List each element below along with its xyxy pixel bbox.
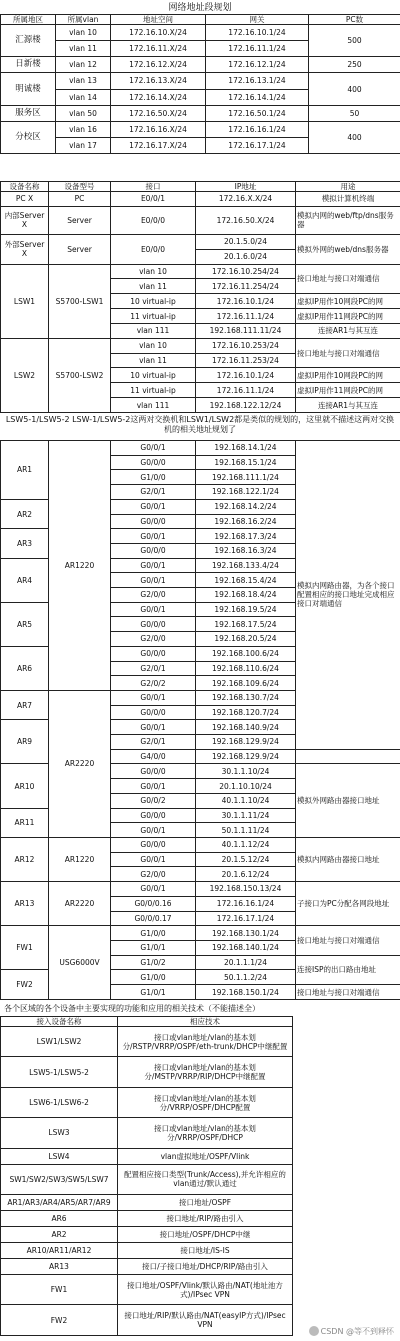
interface-cell: G2/0/0 — [111, 588, 196, 603]
table-cell: 虚拟IP用作11网段PC的网 — [296, 309, 400, 324]
table-cell: E0/0/0 — [111, 235, 196, 265]
vlan-cell: vlan 13 — [56, 73, 111, 89]
table-row — [1, 1259, 293, 1275]
interface-cell: G0/0/1 — [111, 779, 196, 794]
table-row — [1, 1227, 293, 1243]
ip-cell: 172.16.16.1/24 — [196, 896, 296, 911]
table-cell: Server — [49, 235, 111, 265]
table-cell: 虚拟IP用作10网段PC的网 — [296, 368, 400, 383]
ip-cell: 192.168.100.6/24 — [196, 646, 296, 661]
table-row — [1, 882, 400, 897]
device-cell: FW2 — [1, 1305, 118, 1336]
tech-cell: 接口或vlan地址/vlan的基本划分/RSTP/VRRP/OSPF/eth-trunk/DHCP中继配置 — [118, 1027, 293, 1057]
device-cell: AR13 — [1, 1259, 118, 1275]
table-row — [1, 1118, 293, 1148]
table-row — [1, 837, 400, 852]
table-row — [1, 206, 400, 234]
ip-cell: 192.168.20.5/24 — [196, 632, 296, 647]
interface-cell: G0/0/0 — [111, 764, 196, 779]
note-tech: 各个区域的各个设备中主要实现的功能和应用的相关技术（不能描述全） — [4, 1004, 260, 1013]
table-cell: 172.16.50.X/24 — [196, 206, 296, 234]
column-header: PC数 — [309, 15, 400, 25]
table-cell: Server — [49, 206, 111, 234]
table-cell: vlan 11 — [111, 353, 196, 368]
ip-cell: 192.168.120.7/24 — [196, 705, 296, 720]
table-cell: 10 virtual-ip — [111, 368, 196, 383]
area-cell: 明诚楼 — [1, 73, 56, 105]
ip-cell: 50.1.1.2/24 — [196, 970, 296, 985]
table-row — [1, 1164, 293, 1194]
network-address-plan — [0, 2, 400, 154]
table-cell: 172.16.11.253/24 — [196, 353, 296, 368]
ip-cell: 192.168.129.9/24 — [196, 735, 296, 750]
model-cell: USG6000V — [49, 926, 111, 1000]
device-name-cell: FW2 — [1, 970, 49, 1000]
model-cell: AR2220 — [49, 882, 111, 926]
table-row — [1, 338, 400, 353]
vlan-cell: vlan 14 — [56, 89, 111, 105]
interface-cell: G1/0/2 — [111, 955, 196, 970]
device-cell: AR2 — [1, 1227, 118, 1243]
device-cell: AR10/AR11/AR12 — [1, 1243, 118, 1259]
table-cell: vlan 111 — [111, 323, 196, 338]
table-row — [1, 264, 400, 279]
interface-cell: G2/0/1 — [111, 735, 196, 750]
ip-cell: 30.1.1.10/24 — [196, 764, 296, 779]
tech-cell: 接口或vlan地址/vlan的基本划分/VRRP/OSPF/DHCP — [118, 1118, 293, 1148]
table-row — [1, 1195, 293, 1211]
table-row — [1, 926, 400, 941]
table4 — [0, 1016, 293, 1336]
pc-count-cell: 500 — [309, 25, 400, 57]
table-row — [1, 1017, 293, 1027]
device-cell: AR6 — [1, 1211, 118, 1227]
interface-cell: G2/0/1 — [111, 661, 196, 676]
table-cell: PC X — [1, 192, 49, 207]
table-cell: 20.1.6.0/24 — [196, 249, 296, 264]
table-row — [1, 1087, 293, 1117]
vlan-cell: vlan 12 — [56, 57, 111, 73]
table-cell: PC — [49, 192, 111, 207]
ip-cell: 20.1.5.12/24 — [196, 852, 296, 867]
table-cell: S5700-LSW1 — [49, 264, 111, 338]
tech-cell: 接口地址/RIP/路由引入 — [118, 1211, 293, 1227]
device-name-cell: AR6 — [1, 646, 49, 690]
column-header: 所属地区 — [1, 15, 56, 25]
column-header: 接口 — [111, 182, 196, 192]
interface-cell: G0/0/0 — [111, 705, 196, 720]
address-cell: 172.16.11.X/24 — [111, 41, 206, 57]
table-cell: 172.16.10.253/24 — [196, 338, 296, 353]
ip-cell: 20.1.6.12/24 — [196, 867, 296, 882]
device-cell: FW1 — [1, 1275, 118, 1305]
ip-cell: 192.168.150.1/24 — [196, 985, 296, 1000]
device-name-cell: AR7 — [1, 690, 49, 719]
device-name-cell: AR1 — [1, 441, 49, 500]
interface-cell: G1/0/0 — [111, 970, 196, 985]
column-header: 接入设备名称 — [1, 1017, 118, 1027]
column-header: 相应技术 — [118, 1017, 293, 1027]
ip-cell: 192.168.140.9/24 — [196, 720, 296, 735]
table-row — [1, 1305, 293, 1336]
interface-cell: G0/0/0 — [111, 455, 196, 470]
ip-cell: 192.168.109.6/24 — [196, 676, 296, 691]
tech-cell: 接口地址/IS-IS — [118, 1243, 293, 1259]
pc-count-cell: 400 — [309, 73, 400, 105]
device-name-cell: LSW2 — [1, 338, 49, 412]
interface-cell: G0/0/0 — [111, 646, 196, 661]
ip-cell: 192.168.14.2/24 — [196, 499, 296, 514]
purpose-cell: 子接口为PC分配各网段地址 — [296, 882, 400, 926]
pc-count-cell: 50 — [309, 105, 400, 121]
interface-cell: G0/0/1 — [111, 573, 196, 588]
tech-cell: 配置相应接口类型(Trunk/Access),并允许相应的vlan通过/默认通过 — [118, 1164, 293, 1194]
purpose-cell: 接口地址与接口对端通信 — [296, 985, 400, 1000]
ip-cell: 192.168.133.4/24 — [196, 558, 296, 573]
table-cell: vlan 10 — [111, 264, 196, 279]
table-row — [1, 105, 400, 121]
ip-cell: 20.1.10.10/24 — [196, 779, 296, 794]
ip-cell: 40.1.1.10/24 — [196, 793, 296, 808]
table-cell: 接口地址与接口对端通信 — [296, 264, 400, 294]
ip-cell: 192.168.130.1/24 — [196, 926, 296, 941]
ip-cell: 192.168.17.5/24 — [196, 617, 296, 632]
table-row — [1, 15, 400, 25]
table-cell: vlan 11 — [111, 279, 196, 294]
interface-cell: G0/0/1 — [111, 882, 196, 897]
interface-cell: G2/0/1 — [111, 485, 196, 500]
interface-cell: G0/0/1 — [111, 441, 196, 456]
ip-cell: 192.168.16.3/24 — [196, 543, 296, 558]
purpose-cell: 模拟内网路由器接口地址 — [296, 837, 400, 881]
device-name-cell: AR5 — [1, 602, 49, 646]
column-header: 所属vlan — [56, 15, 111, 25]
tech-cell: 接口/子接口地址/DHCP/RIP/路由引入 — [118, 1259, 293, 1275]
table-row — [1, 73, 400, 89]
interface-cell: G1/0/1 — [111, 985, 196, 1000]
ip-cell: 192.168.110.6/24 — [196, 661, 296, 676]
interface-cell: G4/0/0 — [111, 749, 196, 764]
watermark-text: CSDN @等不到释怀 — [320, 1327, 394, 1336]
ip-cell: 192.168.150.13/24 — [196, 882, 296, 897]
area-cell: 汇源楼 — [1, 25, 56, 57]
gateway-cell: 172.16.12.1/24 — [206, 57, 309, 73]
ip-cell: 192.168.19.5/24 — [196, 602, 296, 617]
interface-cell: G0/0/0 — [111, 514, 196, 529]
table-cell: 虚拟IP用作11网段PC的网 — [296, 383, 400, 398]
ip-cell: 40.1.1.12/24 — [196, 837, 296, 852]
address-cell: 172.16.50.X/24 — [111, 105, 206, 121]
interface-cell: G0/0/1 — [111, 823, 196, 838]
ip-cell: 192.168.16.2/24 — [196, 514, 296, 529]
table-cell: 172.16.11.1/24 — [196, 309, 296, 324]
table-cell: 172.16.11.1/24 — [196, 383, 296, 398]
gateway-cell: 172.16.17.1/24 — [206, 137, 309, 153]
table-cell: 11 virtual-ip — [111, 383, 196, 398]
table-row — [1, 182, 400, 192]
gateway-cell: 172.16.50.1/24 — [206, 105, 309, 121]
table-cell: 172.16.11.254/24 — [196, 279, 296, 294]
device-name-cell: AR12 — [1, 837, 49, 881]
device-name-cell: LSW1 — [1, 264, 49, 338]
column-header: IP地址 — [196, 182, 296, 192]
table-cell: E0/0/1 — [111, 192, 196, 207]
table-cell: 模拟外网的web/dns服务器 — [296, 235, 400, 265]
table-row — [1, 192, 400, 207]
ip-cell: 192.168.130.7/24 — [196, 690, 296, 705]
ip-cell: 20.1.1.1/24 — [196, 955, 296, 970]
table1 — [0, 14, 400, 154]
device-name-cell: AR9 — [1, 720, 49, 764]
interface-cell: G0/0/1 — [111, 558, 196, 573]
device-name-cell: AR10 — [1, 764, 49, 808]
table-cell: 10 virtual-ip — [111, 294, 196, 309]
area-cell: 服务区 — [1, 105, 56, 121]
csdn-logo-icon — [309, 1326, 319, 1336]
tech-cell: 接口或vlan地址/vlan的基本划分/VRRP/OSPF/DHCP配置 — [118, 1087, 293, 1117]
interface-cell: G0/0/0 — [111, 543, 196, 558]
table2 — [0, 181, 400, 413]
gateway-cell: 172.16.11.1/24 — [206, 41, 309, 57]
interface-cell: G0/0/0.17 — [111, 911, 196, 926]
tech-cell: 接口或vlan地址/vlan的基本划分/MSTP/VRRP/RIP/DHCP中继配置 — [118, 1057, 293, 1087]
ip-cell: 192.168.18.4/24 — [196, 588, 296, 603]
device-name-cell: AR2 — [1, 499, 49, 528]
table-row — [1, 121, 400, 137]
table-cell: 172.16.10.1/24 — [196, 368, 296, 383]
table-cell: vlan 10 — [111, 338, 196, 353]
table-row — [1, 441, 400, 456]
device-name-cell: FW1 — [1, 926, 49, 970]
vlan-cell: vlan 10 — [56, 25, 111, 41]
table-cell: 172.16.X.X/24 — [196, 192, 296, 207]
vlan-cell: vlan 17 — [56, 137, 111, 153]
interface-cell: G2/0/0 — [111, 632, 196, 647]
interface-cell: G2/0/0 — [111, 867, 196, 882]
interface-cell: G0/0/1 — [111, 602, 196, 617]
interface-cell: G0/0/0 — [111, 837, 196, 852]
address-cell: 172.16.12.X/24 — [111, 57, 206, 73]
table-cell: 192.168.122.12/24 — [196, 398, 296, 413]
table-row — [1, 1243, 293, 1259]
interface-cell: G0/0/1 — [111, 720, 196, 735]
device-cell: LSW6-1/LSW6-2 — [1, 1087, 118, 1117]
interface-cell: G2/0/2 — [111, 676, 196, 691]
ip-cell: 192.168.14.1/24 — [196, 441, 296, 456]
interface-cell: G1/0/1 — [111, 940, 196, 955]
interface-cell: G1/0/0 — [111, 470, 196, 485]
table-cell: 内部Server X — [1, 206, 49, 234]
table-row — [1, 25, 400, 41]
column-header: 网关 — [206, 15, 309, 25]
table-cell: 20.1.5.0/24 — [196, 235, 296, 250]
interface-cell: G0/0/0 — [111, 617, 196, 632]
address-cell: 172.16.16.X/24 — [111, 121, 206, 137]
ip-cell: 192.168.140.1/24 — [196, 940, 296, 955]
device-cell: LSW3 — [1, 1118, 118, 1148]
table-cell: 外部Server X — [1, 235, 49, 265]
device-name-cell: AR11 — [1, 808, 49, 837]
tech-cell: 接口地址/RIP/默认路由/NAT(easyIP方式)/IPsec VPN — [118, 1305, 293, 1336]
device-cell: LSW4 — [1, 1148, 118, 1164]
column-header: 地址空间 — [111, 15, 206, 25]
table-cell: 11 virtual-ip — [111, 309, 196, 324]
pc-count-cell: 250 — [309, 57, 400, 73]
tech-cell: 接口地址/OSPF/DHCP中继 — [118, 1227, 293, 1243]
table-cell: 192.168.111.11/24 — [196, 323, 296, 338]
ip-cell: 192.168.15.4/24 — [196, 573, 296, 588]
ip-cell: 192.168.111.1/24 — [196, 470, 296, 485]
device-cell: SW1/SW2/SW3/SW5/LSW7 — [1, 1164, 118, 1194]
interface-cell: G0/0/0.16 — [111, 896, 196, 911]
pc-count-cell: 400 — [309, 121, 400, 153]
address-cell: 172.16.13.X/24 — [111, 73, 206, 89]
tech-cell: 接口地址/OSPF — [118, 1195, 293, 1211]
table3 — [0, 440, 400, 1000]
vlan-cell: vlan 16 — [56, 121, 111, 137]
interface-cell: G0/0/2 — [111, 793, 196, 808]
table-cell: 连接AR1与其互连 — [296, 398, 400, 413]
device-name-cell: AR13 — [1, 882, 49, 926]
ip-cell: 50.1.1.11/24 — [196, 823, 296, 838]
table-row — [1, 1057, 293, 1087]
ip-cell: 192.168.17.3/24 — [196, 529, 296, 544]
note-lsw5: LSW5-1/LSW5-2 LSW-1/LSW5-2这两对交换机和LSW1/LSW2都是类似的规划的，这里就不描述这两对交换机的相关地址规划了 — [5, 415, 395, 434]
interface-cell: G0/0/1 — [111, 852, 196, 867]
table-cell: 172.16.10.1/24 — [196, 294, 296, 309]
vlan-cell: vlan 50 — [56, 105, 111, 121]
device-cell: AR1/AR3/AR4/AR5/AR7/AR9 — [1, 1195, 118, 1211]
ip-cell: 172.16.17.1/24 — [196, 911, 296, 926]
gateway-cell: 172.16.10.1/24 — [206, 25, 309, 41]
tech-cell: 接口地址/OSPF/Vlink/默认路由/NAT(地址池方式)/IPsec VPN — [118, 1275, 293, 1305]
router-table — [0, 440, 400, 1000]
ip-cell: 192.168.129.9/24 — [196, 749, 296, 764]
vlan-cell: vlan 11 — [56, 41, 111, 57]
column-header: 设备型号 — [49, 182, 111, 192]
table-row — [1, 1148, 293, 1164]
ip-cell: 192.168.122.1/24 — [196, 485, 296, 500]
device-name-cell: AR4 — [1, 558, 49, 602]
ip-cell: 192.168.15.1/24 — [196, 455, 296, 470]
table-row — [1, 1275, 293, 1305]
table1-title: 网络地址段规划 — [168, 3, 232, 13]
column-header: 设备名称 — [1, 182, 49, 192]
device-cell: LSW5-1/LSW5-2 — [1, 1057, 118, 1087]
column-header: 用途 — [296, 182, 400, 192]
table-row — [1, 1211, 293, 1227]
model-cell: AR2220 — [49, 690, 111, 837]
address-cell: 172.16.14.X/24 — [111, 89, 206, 105]
tech-table — [0, 1016, 400, 1336]
purpose-cell: 模拟外网路由器接口地址 — [296, 764, 400, 838]
device-table — [0, 181, 400, 413]
address-cell: 172.16.10.X/24 — [111, 25, 206, 41]
tech-cell: vlan虚拟地址/OSPF/Vlink — [118, 1148, 293, 1164]
purpose-cell: 连接ISP的出口路由地址 — [296, 955, 400, 984]
interface-cell: G0/0/0 — [111, 808, 196, 823]
device-name-cell: AR3 — [1, 529, 49, 558]
table-cell: 模拟计算机终端 — [296, 192, 400, 207]
ip-cell: 30.1.1.11/24 — [196, 808, 296, 823]
interface-cell: G0/0/1 — [111, 499, 196, 514]
interface-cell: G0/0/1 — [111, 529, 196, 544]
interface-cell: G0/0/1 — [111, 690, 196, 705]
area-cell: 分校区 — [1, 121, 56, 153]
device-cell: LSW1/LSW2 — [1, 1027, 118, 1057]
table-cell: 模拟内网的web/ftp/dns服务器 — [296, 206, 400, 234]
purpose-cell: 模拟内网路由器，为各个接口配置相应的接口地址完成相应接口对端通信 — [296, 441, 400, 750]
gateway-cell: 172.16.16.1/24 — [206, 121, 309, 137]
table-row — [1, 57, 400, 73]
table-cell: S5700-LSW2 — [49, 338, 111, 412]
table-row — [1, 1027, 293, 1057]
address-cell: 172.16.17.X/24 — [111, 137, 206, 153]
table-cell: 虚拟IP用作10网段PC的网 — [296, 294, 400, 309]
table-cell: 172.16.10.254/24 — [196, 264, 296, 279]
area-cell: 日新楼 — [1, 57, 56, 73]
model-cell: AR1220 — [49, 441, 111, 691]
gateway-cell: 172.16.13.1/24 — [206, 73, 309, 89]
watermark — [309, 1326, 394, 1337]
table-cell: 接口地址与接口对端通信 — [296, 338, 400, 368]
table-row — [1, 235, 400, 250]
gateway-cell: 172.16.14.1/24 — [206, 89, 309, 105]
model-cell: AR1220 — [49, 837, 111, 881]
interface-cell: G1/0/0 — [111, 926, 196, 941]
table-cell: vlan 111 — [111, 398, 196, 413]
purpose-cell: 接口地址与接口对端通信 — [296, 926, 400, 955]
table-cell: E0/0/0 — [111, 206, 196, 234]
table-cell: 连接AR1与其互连 — [296, 323, 400, 338]
